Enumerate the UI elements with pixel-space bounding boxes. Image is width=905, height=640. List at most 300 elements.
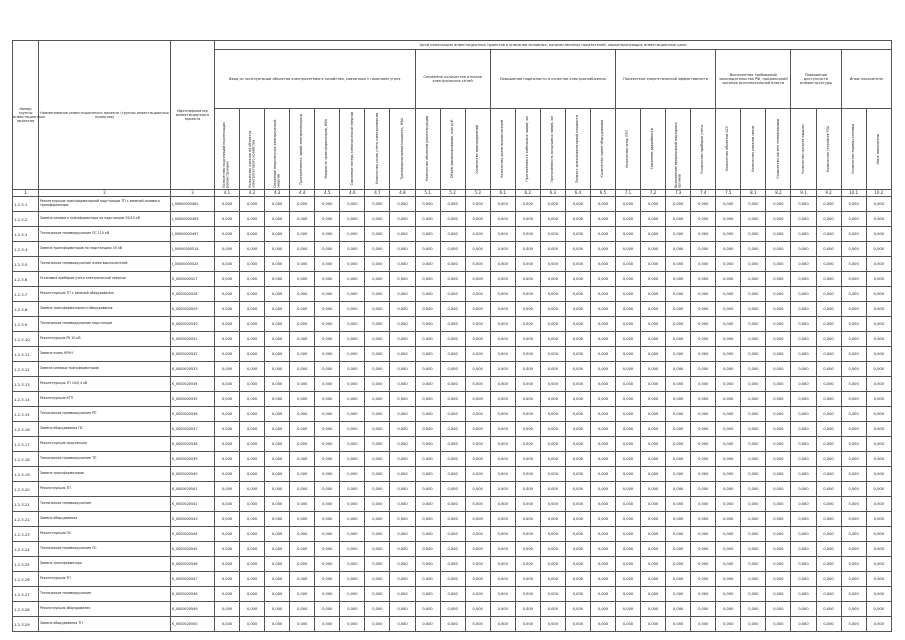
- value-cell: 0,000: [590, 617, 615, 632]
- value-cell: 0,000: [215, 542, 240, 557]
- value-cell: 0,000: [240, 512, 265, 527]
- value-cell: 0,000: [240, 557, 265, 572]
- value-cell: 0,000: [290, 257, 315, 272]
- value-cell: 0,000: [340, 557, 365, 572]
- value-cell: 0,000: [265, 197, 290, 212]
- value-cell: 0,000: [590, 287, 615, 302]
- value-cell: 0,000: [215, 437, 240, 452]
- row-number: 1.2.3.13: [13, 377, 39, 392]
- value-cell: 0,000: [340, 287, 365, 302]
- value-cell: 0,000: [415, 347, 440, 362]
- value-cell: 0,000: [866, 422, 891, 437]
- value-cell: 0,000: [616, 527, 641, 542]
- value-cell: 0,000: [465, 497, 490, 512]
- value-cell: 0,000: [240, 617, 265, 632]
- table-row: [13, 377, 892, 392]
- row-number: 1.2.3.7: [13, 287, 39, 302]
- column-number: 6.5: [590, 190, 615, 197]
- project-id: K_0000020540: [171, 467, 215, 482]
- value-cell: 0,000: [741, 407, 766, 422]
- column-number: 7.4: [691, 190, 716, 197]
- value-cell: 0,000: [515, 227, 540, 242]
- value-cell: 0,000: [691, 422, 716, 437]
- sub-header: [866, 109, 891, 190]
- value-cell: 0,000: [666, 227, 691, 242]
- value-cell: 0,000: [315, 197, 340, 212]
- table-row: [13, 542, 892, 557]
- value-cell: 0,000: [866, 377, 891, 392]
- value-cell: 0,000: [440, 377, 465, 392]
- value-cell: 0,000: [866, 257, 891, 272]
- value-cell: 0,000: [540, 497, 565, 512]
- value-cell: 0,000: [590, 587, 615, 602]
- value-cell: 0,000: [365, 197, 390, 212]
- sub-header-label: Количество средств защиты: [800, 124, 805, 174]
- value-cell: 0,000: [691, 272, 716, 287]
- value-cell: 0,000: [641, 617, 666, 632]
- column-number: 6.4: [565, 190, 590, 197]
- value-cell: 0,000: [641, 497, 666, 512]
- value-cell: 0,000: [716, 332, 741, 347]
- value-cell: 0,000: [540, 317, 565, 332]
- table-row: [13, 257, 892, 272]
- value-cell: 0,000: [415, 422, 440, 437]
- value-cell: 0,000: [490, 257, 515, 272]
- value-cell: 0,000: [290, 362, 315, 377]
- project-name: Техническое перевооружение ПС 110 кВ: [39, 227, 171, 242]
- row-number: 1.2.3.1: [13, 197, 39, 212]
- document-sheet: [12, 40, 892, 632]
- value-cell: 0,000: [215, 287, 240, 302]
- value-cell: 0,000: [866, 467, 891, 482]
- value-cell: 0,000: [616, 392, 641, 407]
- value-cell: 0,000: [390, 302, 415, 317]
- value-cell: 0,000: [515, 332, 540, 347]
- value-cell: 0,000: [415, 497, 440, 512]
- value-cell: 0,000: [590, 272, 615, 287]
- value-cell: 0,000: [540, 392, 565, 407]
- value-cell: 0,000: [691, 212, 716, 227]
- project-name: Замена трансформатора: [39, 557, 171, 572]
- value-cell: 0,000: [565, 467, 590, 482]
- sub-header: [716, 109, 741, 190]
- column-number: 8.2: [766, 190, 791, 197]
- value-cell: 0,000: [415, 452, 440, 467]
- value-cell: 0,000: [766, 512, 791, 527]
- sub-header-label: Количество единиц техники: [850, 124, 855, 174]
- table-row: [13, 347, 892, 362]
- value-cell: 0,000: [415, 557, 440, 572]
- value-cell: 0,000: [666, 347, 691, 362]
- value-cell: 0,000: [616, 332, 641, 347]
- value-cell: 0,000: [641, 347, 666, 362]
- value-cell: 0,000: [365, 572, 390, 587]
- value-cell: 0,000: [540, 197, 565, 212]
- sub-header: [365, 109, 390, 190]
- value-cell: 0,000: [215, 617, 240, 632]
- value-cell: 0,000: [641, 272, 666, 287]
- value-cell: 0,000: [390, 197, 415, 212]
- value-cell: 0,000: [440, 497, 465, 512]
- column-number: 3: [171, 190, 215, 197]
- value-cell: 0,000: [440, 437, 465, 452]
- value-cell: 0,000: [716, 362, 741, 377]
- value-cell: 0,000: [440, 542, 465, 557]
- value-cell: 0,000: [641, 422, 666, 437]
- value-cell: 0,000: [365, 212, 390, 227]
- value-cell: 0,000: [390, 482, 415, 497]
- value-cell: 0,000: [791, 227, 816, 242]
- value-cell: 0,000: [616, 347, 641, 362]
- value-cell: 0,000: [265, 302, 290, 317]
- value-cell: 0,000: [616, 467, 641, 482]
- value-cell: 0,000: [565, 512, 590, 527]
- row-number: 1.2.3.23: [13, 527, 39, 542]
- value-cell: 0,000: [465, 392, 490, 407]
- table-row: [13, 617, 892, 632]
- value-cell: 0,000: [365, 422, 390, 437]
- sub-header: [440, 109, 465, 190]
- value-cell: 0,000: [791, 287, 816, 302]
- sub-header: [691, 109, 716, 190]
- value-cell: 0,000: [390, 332, 415, 347]
- value-cell: 0,000: [465, 437, 490, 452]
- value-cell: 0,000: [415, 302, 440, 317]
- value-cell: 0,000: [616, 362, 641, 377]
- value-cell: 0,000: [440, 467, 465, 482]
- value-cell: 0,000: [540, 512, 565, 527]
- value-cell: 0,000: [265, 362, 290, 377]
- value-cell: 0,000: [315, 272, 340, 287]
- value-cell: 0,000: [215, 602, 240, 617]
- sub-header-label: Выполнение предписаний надзорных органов: [673, 122, 682, 188]
- project-id: K_0000020530: [171, 317, 215, 332]
- value-cell: 0,000: [515, 257, 540, 272]
- value-cell: 0,000: [340, 332, 365, 347]
- value-cell: 0,000: [290, 197, 315, 212]
- value-cell: 0,000: [590, 557, 615, 572]
- value-cell: 0,000: [440, 527, 465, 542]
- value-cell: 0,000: [691, 482, 716, 497]
- value-cell: 0,000: [841, 302, 866, 317]
- value-cell: 0,000: [816, 482, 841, 497]
- value-cell: 0,000: [816, 602, 841, 617]
- value-cell: 0,000: [265, 422, 290, 437]
- value-cell: 0,000: [365, 602, 390, 617]
- row-number: 1.2.3.21: [13, 497, 39, 512]
- value-cell: 0,000: [490, 452, 515, 467]
- value-cell: 0,000: [340, 542, 365, 557]
- value-cell: 0,000: [691, 437, 716, 452]
- value-cell: 0,000: [515, 542, 540, 557]
- sub-header: [490, 109, 515, 190]
- value-cell: 0,000: [741, 257, 766, 272]
- value-cell: 0,000: [215, 347, 240, 362]
- value-cell: 0,000: [590, 497, 615, 512]
- value-cell: 0,000: [465, 227, 490, 242]
- sub-header-label: Снижение аварийности: [650, 128, 655, 170]
- value-cell: 0,000: [565, 227, 590, 242]
- project-id: K_0000020544: [171, 527, 215, 542]
- value-cell: 0,000: [866, 347, 891, 362]
- value-cell: 0,000: [741, 317, 766, 332]
- project-id: K_0000020550: [171, 617, 215, 632]
- project-id: K_0000020541: [171, 482, 215, 497]
- column-number: 7.5: [716, 190, 741, 197]
- table-row: [13, 512, 892, 527]
- project-name: Реконструкция КТП: [39, 392, 171, 407]
- value-cell: 0,000: [691, 407, 716, 422]
- value-cell: 0,000: [565, 527, 590, 542]
- value-cell: 0,000: [565, 212, 590, 227]
- value-cell: 0,000: [490, 302, 515, 317]
- group-header: Показатели энергетической эффективности: [616, 50, 716, 109]
- table-row: [13, 587, 892, 602]
- value-cell: 0,000: [866, 512, 891, 527]
- value-cell: 0,000: [540, 557, 565, 572]
- value-cell: 0,000: [766, 332, 791, 347]
- project-name: Замена трансформаторов: [39, 467, 171, 482]
- value-cell: 0,000: [841, 212, 866, 227]
- value-cell: 0,000: [841, 482, 866, 497]
- value-cell: 0,000: [691, 452, 716, 467]
- value-cell: 0,000: [365, 347, 390, 362]
- value-cell: 0,000: [540, 527, 565, 542]
- value-cell: 0,000: [691, 542, 716, 557]
- value-cell: 0,000: [490, 377, 515, 392]
- value-cell: 0,000: [340, 422, 365, 437]
- table-row: [13, 317, 892, 332]
- value-cell: 0,000: [415, 287, 440, 302]
- sub-header: [565, 109, 590, 190]
- value-cell: 0,000: [540, 272, 565, 287]
- value-cell: 0,000: [440, 332, 465, 347]
- value-cell: 0,000: [866, 527, 891, 542]
- value-cell: 0,000: [791, 467, 816, 482]
- value-cell: 0,000: [716, 497, 741, 512]
- value-cell: 0,000: [240, 302, 265, 317]
- value-cell: 0,000: [415, 257, 440, 272]
- value-cell: 0,000: [741, 617, 766, 632]
- value-cell: 0,000: [340, 317, 365, 332]
- value-cell: 0,000: [716, 287, 741, 302]
- value-cell: 0,000: [716, 317, 741, 332]
- project-id: K_0000020545: [171, 542, 215, 557]
- value-cell: 0,000: [866, 197, 891, 212]
- value-cell: 0,000: [565, 287, 590, 302]
- project-id: K_0000020535: [171, 392, 215, 407]
- value-cell: 0,000: [290, 497, 315, 512]
- value-cell: 0,000: [741, 332, 766, 347]
- value-cell: 0,000: [716, 587, 741, 602]
- value-cell: 0,000: [565, 557, 590, 572]
- value-cell: 0,000: [766, 242, 791, 257]
- sub-header: [290, 109, 315, 190]
- value-cell: 0,000: [716, 572, 741, 587]
- value-cell: 0,000: [265, 527, 290, 542]
- value-cell: 0,000: [540, 482, 565, 497]
- value-cell: 0,000: [841, 242, 866, 257]
- sub-header-label: Количество присоединений: [474, 124, 479, 174]
- row-number: 1.2.3.10: [13, 332, 39, 347]
- value-cell: 0,000: [290, 512, 315, 527]
- value-cell: 0,000: [691, 227, 716, 242]
- value-cell: 0,000: [240, 452, 265, 467]
- value-cell: 0,000: [315, 587, 340, 602]
- value-cell: 0,000: [490, 242, 515, 257]
- value-cell: 0,000: [841, 317, 866, 332]
- value-cell: 0,000: [791, 512, 816, 527]
- value-cell: 0,000: [515, 527, 540, 542]
- value-cell: 0,000: [590, 347, 615, 362]
- value-cell: 0,000: [666, 392, 691, 407]
- project-name: Замена трансформаторов на подстанциях 35 кВ: [39, 242, 171, 257]
- value-cell: 0,000: [315, 422, 340, 437]
- value-cell: 0,000: [540, 587, 565, 602]
- project-name: Техническое перевооружение ПС: [39, 542, 171, 557]
- row-number: 1.2.3.2: [13, 212, 39, 227]
- value-cell: 0,000: [390, 272, 415, 287]
- value-cell: 0,000: [590, 257, 615, 272]
- value-cell: 0,000: [265, 332, 290, 347]
- value-cell: 0,000: [415, 407, 440, 422]
- value-cell: 0,000: [791, 572, 816, 587]
- row-number: 1.2.3.28: [13, 602, 39, 617]
- value-cell: 0,000: [215, 242, 240, 257]
- project-id: K_0000020531: [171, 332, 215, 347]
- value-cell: 0,000: [240, 467, 265, 482]
- value-cell: 0,000: [791, 257, 816, 272]
- value-cell: 0,000: [641, 602, 666, 617]
- value-cell: 0,000: [641, 437, 666, 452]
- table-row: [13, 332, 892, 347]
- value-cell: 0,000: [465, 482, 490, 497]
- value-cell: 0,000: [465, 377, 490, 392]
- value-cell: 0,000: [766, 542, 791, 557]
- value-cell: 0,000: [766, 302, 791, 317]
- value-cell: 0,000: [290, 302, 315, 317]
- value-cell: 0,000: [290, 482, 315, 497]
- value-cell: 0,000: [265, 212, 290, 227]
- value-cell: 0,000: [340, 242, 365, 257]
- value-cell: 0,000: [440, 572, 465, 587]
- table-row: [13, 362, 892, 377]
- value-cell: 0,000: [490, 392, 515, 407]
- value-cell: 0,000: [365, 437, 390, 452]
- table-row: [13, 437, 892, 452]
- value-cell: 0,000: [440, 392, 465, 407]
- value-cell: 0,000: [641, 197, 666, 212]
- value-cell: 0,000: [616, 257, 641, 272]
- value-cell: 0,000: [290, 602, 315, 617]
- value-cell: 0,000: [340, 497, 365, 512]
- value-cell: 0,000: [540, 287, 565, 302]
- value-cell: 0,000: [816, 587, 841, 602]
- value-cell: 0,000: [540, 602, 565, 617]
- value-cell: 0,000: [841, 527, 866, 542]
- value-cell: 0,000: [741, 272, 766, 287]
- column-number: 10.2: [866, 190, 891, 197]
- value-cell: 0,000: [841, 602, 866, 617]
- value-cell: 0,000: [390, 362, 415, 377]
- project-id: J_00000005525: [171, 257, 215, 272]
- project-id: J_00000005461: [171, 197, 215, 212]
- column-number: 6.2: [515, 190, 540, 197]
- project-id: K_0000020536: [171, 407, 215, 422]
- column-number: 4.6: [340, 190, 365, 197]
- value-cell: 0,000: [565, 587, 590, 602]
- value-cell: 0,000: [490, 227, 515, 242]
- value-cell: 0,000: [816, 227, 841, 242]
- value-cell: 0,000: [816, 257, 841, 272]
- value-cell: 0,000: [616, 542, 641, 557]
- value-cell: 0,000: [415, 542, 440, 557]
- value-cell: 0,000: [515, 392, 540, 407]
- value-cell: 0,000: [440, 227, 465, 242]
- value-cell: 0,000: [741, 542, 766, 557]
- value-cell: 0,000: [515, 242, 540, 257]
- value-cell: 0,000: [340, 527, 365, 542]
- value-cell: 0,000: [691, 467, 716, 482]
- project-name: Техническое перевооружение ТП: [39, 452, 171, 467]
- value-cell: 0,000: [540, 542, 565, 557]
- value-cell: 0,000: [465, 242, 490, 257]
- project-name: Реконструкция ТП: [39, 572, 171, 587]
- value-cell: 0,000: [841, 347, 866, 362]
- value-cell: 0,000: [340, 272, 365, 287]
- value-cell: 0,000: [741, 377, 766, 392]
- value-cell: 0,000: [365, 557, 390, 572]
- value-cell: 0,000: [365, 527, 390, 542]
- value-cell: 0,000: [215, 527, 240, 542]
- value-cell: 0,000: [741, 437, 766, 452]
- value-cell: 0,000: [791, 197, 816, 212]
- column-number: 4.2: [240, 190, 265, 197]
- value-cell: 0,000: [365, 542, 390, 557]
- value-cell: 0,000: [666, 437, 691, 452]
- value-cell: 0,000: [465, 287, 490, 302]
- value-cell: 0,000: [215, 422, 240, 437]
- value-cell: 0,000: [590, 407, 615, 422]
- value-cell: 0,000: [315, 497, 340, 512]
- value-cell: 0,000: [415, 527, 440, 542]
- value-cell: 0,000: [565, 572, 590, 587]
- value-cell: 0,000: [866, 437, 891, 452]
- value-cell: 0,000: [841, 467, 866, 482]
- value-cell: 0,000: [315, 557, 340, 572]
- value-cell: 0,000: [716, 392, 741, 407]
- value-cell: 0,000: [290, 467, 315, 482]
- column-number: 4.1: [215, 190, 240, 197]
- table-row: [13, 227, 892, 242]
- value-cell: 0,000: [741, 392, 766, 407]
- value-cell: 0,000: [490, 527, 515, 542]
- value-cell: 0,000: [766, 392, 791, 407]
- value-cell: 0,000: [240, 197, 265, 212]
- value-cell: 0,000: [641, 302, 666, 317]
- value-cell: 0,000: [816, 272, 841, 287]
- row-number: 1.2.3.27: [13, 587, 39, 602]
- value-cell: 0,000: [816, 422, 841, 437]
- value-cell: 0,000: [315, 617, 340, 632]
- sub-header-label: Количество объектов реконструкции: [424, 116, 429, 182]
- value-cell: 0,000: [716, 452, 741, 467]
- value-cell: 0,000: [716, 302, 741, 317]
- table-row: [13, 602, 892, 617]
- value-cell: 0,000: [540, 347, 565, 362]
- value-cell: 0,000: [641, 377, 666, 392]
- project-id: K_0000020539: [171, 452, 215, 467]
